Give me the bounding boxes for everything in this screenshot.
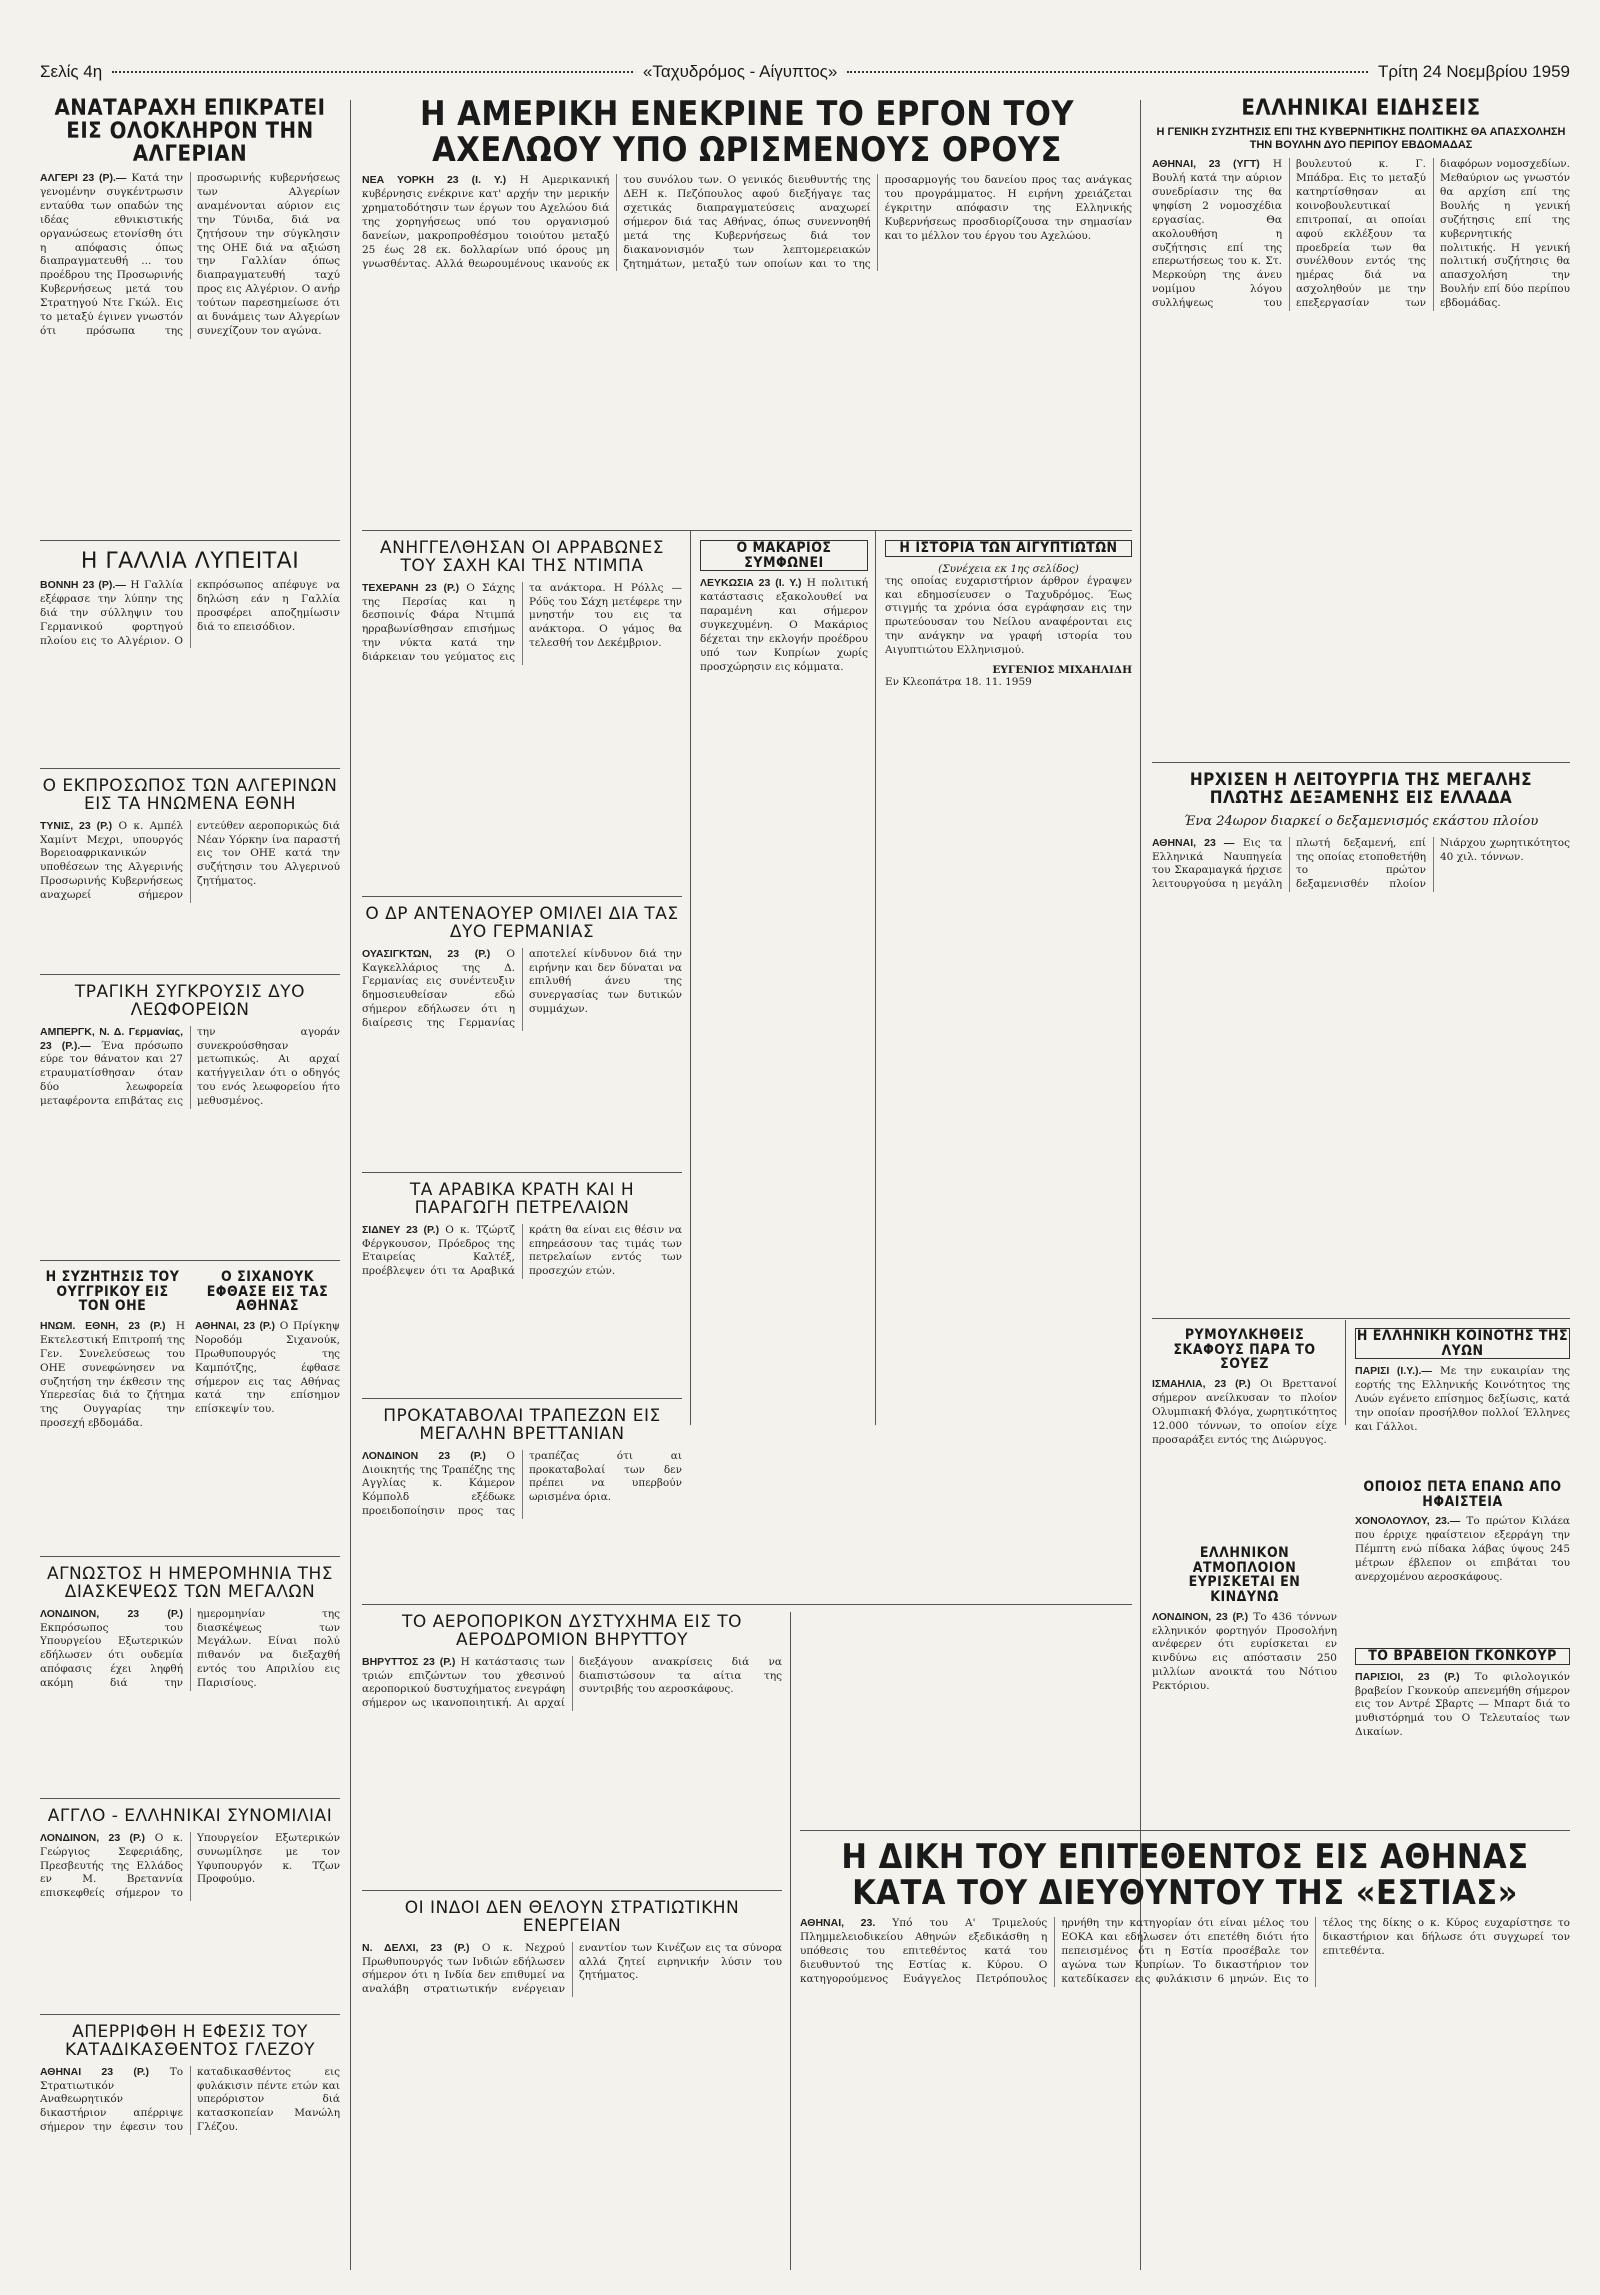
divider (40, 540, 340, 541)
divider (362, 1890, 782, 1891)
divider (40, 2014, 340, 2015)
headline: Ο ΜΑΚΑΡΙΟΣ ΣΥΜΦΩΝΕΙ (700, 540, 868, 571)
dateline: ΑΘΗΝΑΙ, 23. (800, 1917, 876, 1930)
article-body: Η πολιτική κατάστασις εξακολουθεί να παραμένη και σήμερον συγκεχυμένη. Ο Μακάριος δέχεται την εκλογήν προέδρου υπό των Κυπρίων χωρίς προσχώρησιν εις κόμματα. (700, 577, 868, 673)
headline: ΑΓΝΩΣΤΟΣ Η ΗΜΕΡΟΜΗΝΙΑ ΤΗΣ ΔΙΑΣΚΕΨΕΩΣ ΤΩΝ ΜΕΓΑΛΩΝ (46, 1564, 334, 1602)
headline: Ο ΕΚΠΡΟΣΩΠΟΣ ΤΩΝ ΑΛΓΕΡΙΝΩΝ ΕΙΣ ΤΑ ΗΝΩΜΕΝΑ ΕΘΝΗ (42, 776, 338, 814)
article-body: Ο κ. Γεώργιος Σεφεριάδης, Πρεσβευτής της Ελλάδος εν Μ. Βρεταννία επισκεφθείς σήμερον το Υπουργείον Εξωτερικών συνωμίλησε με τον Υφυπουργόν κ. Τζων Προφούμο. (40, 1831, 340, 1900)
article-body: Η κατάστασις των τριών επιζώντων του χθεσινού αεροπορικού δυστυχήματος ενεγράφη σήμερον ως ικανοποιητική. Αι αρχαί διεξάγουν ανακρίσεις διά να διαπιστώσουν τα αίτια της συντριβής του αεροσκάφους. (362, 1655, 782, 1710)
article-un (40, 776, 340, 966)
article-egyptiote-history (885, 538, 1132, 1058)
dateline: ΒΟΝΝΗ 23 (Ρ).— (40, 579, 126, 592)
signature-date: Εν Κλεοπάτρα 18. 11. 1959 (885, 675, 1032, 688)
headline: Ο ΣΙΧΑΝΟΥΚ ΕΦΘΑΣΕ ΕΙΣ ΤΑΣ ΑΘΗΝΑΣ (206, 1269, 329, 1315)
divider (40, 1260, 340, 1261)
headline: ΟΙ ΙΝΔΟΙ ΔΕΝ ΘΕΛΟΥΝ ΣΤΡΑΤΙΩΤΙΚΗΝ ΕΝΕΡΓΕΙΑΝ (404, 1898, 740, 1936)
headline: ΕΛΛΗΝΙΚΟΝ ΑΤΜΟΠΛΟΙΟΝ ΕΥΡΙΣΚΕΤΑΙ ΕΝ ΚΙΝΔΥΝΩ (1188, 1545, 1301, 1606)
issue-date: Τρίτη 24 Νοεμβρίου 1959 (1378, 62, 1570, 81)
page-number: Σελίς 4η (40, 62, 103, 81)
article-body: Ο κ. Νεχρού Πρωθυπουργός των Ινδιών εδήλωσεν σήμερον ότι η Ινδία δεν επιθυμεί να αναλάβη στρατιωτικήν ενέργειαν εναντίον των Κινέζων εις τα σύνορα αλλά ζητεί ειρηνικήν λύσιν του ζητήματος. (362, 1941, 782, 1996)
dateline: ΑΘΗΝΑΙ 23 (Ρ.) (40, 2065, 149, 2078)
article-body: Η Αμερικανική κυβέρνησις ενέκρινε κατ' αρχήν την μερικήν χρηματοδότησιν των έργων του Αχελώου διά της χορηγήσεως υπό του οργανισμού δανείων, μακροπροθέσμου τοιούτου μεταξύ 25 έως 28 εκ. δολλαρίων υπό όρους μη γνωσθέντας. Αλλά θεωρουμένους ικανούς εκ του συνόλου των. Ο γενικός διευθυντής της ΔΕΗ κ. Πεζόπουλος αφού διεξήγαγε τας σχετικάς διαπραγματεύσεις αναχωρεί σήμερον διά τας Αθήνας, όπως συνεννοηθή μετά της Κυβερνήσεως διά τον διακανονισμόν των λεπτομερειακών ζητημάτων, μεταξύ των οποίων και το της προσαρμογής του δανείου προς τας ανάγκας του προγράμματος. Η ειρήνη χρειάζεται έγκριτην απόφασιν της Ελληνικής Κυβερνήσεως προσδιορίζουσα την σημασίαν και το μέλλον του έργου του Αχελώου. (362, 174, 1132, 270)
article-body: Κατά την γενομένην συγκέντρωσιν ενταύθα των οπαδών της ιδέας εθνικιστικής οργανώσεως ετονίσθη ότι η απόφασις όπως διαπραγματευθή ... του προέδρου της Προσωρινής Κυβερνήσεως μετά του Στρατηγού Ντε Γκώλ. Εις το μεταξύ έγινεν γνωστόν ότι πρόσωπα της προσωρινής κυβερνήσεως των Αλγερίων αναμένονται αύριον εις την Τύνιδα, διά να ζητήσουν την σύγκλησιν της ΟΗΕ διά να αξιώση την Γαλλίαν όπως διαπραγματευθή ταχύ προς εις Αλγέριον. Ο ανήρ τούτων παρεσημείωσε ότι αι δυνάμεις των Αλγερίων συνεχίζουν τον αγώνα. (40, 172, 340, 337)
headline: ΤΡΑΓΙΚΗ ΣΥΓΚΡΟΥΣΙΣ ΔΥΟ ΛΕΩΦΟΡΕΙΩΝ (74, 982, 306, 1020)
article-body: Το φιλολογικόν βραβείον Γκονκούρ απενεμήθη σήμερον εις τον Αντρέ Σβαρτς — Μπαρτ διά το μυθιστόρημά του Ο Τελευταίος των Δικαίων. (1355, 1670, 1570, 1739)
article-shah-engagement (362, 538, 682, 888)
article-body: Το Στρατιωτικόν Αναθεωρητικόν δικαστήριον απέρριψε σήμερον την έφεσιν του καταδικασθέντος εις φυλάκισιν πέντε ετών και υπερόριστον διά κατασκοπείαν Μανώλη Γλέζου. (40, 2065, 340, 2134)
dotted-rule (112, 71, 633, 73)
divider (362, 1172, 682, 1173)
article-acheloos (362, 95, 1132, 525)
dateline: ΑΜΠΕΡΓΚ, Ν. Δ. Γερμανίας, 23 (Ρ.).— (40, 1025, 183, 1052)
divider (40, 768, 340, 769)
dateline: ΝΕΑ ΥΟΡΚΗ 23 (Ι. Υ.) (362, 174, 507, 187)
masthead (40, 60, 1570, 84)
continuation-note: (Συνέχεια εκ 1ης σελίδος) (938, 562, 1079, 575)
article-anglo-greek (40, 1806, 340, 2006)
dateline: ΑΘΗΝΑΙ, 23 (ΥΓΤ) (1152, 158, 1260, 171)
article-body: Με την ευκαιρίαν της εορτής της Ελληνικής Κοινότητος της Λυών εγένετο επίσημος δεξίωσις, κατά την οποίαν προσήλθον πολλοί Έλληνες και Γάλλοι. (1355, 1365, 1570, 1433)
article-india (362, 1898, 782, 2268)
article-body: Υπό του Α' Τριμελούς Πλημμελειοδικείου Αθηνών εξεδικάσθη η υπόθεσις του επιτεθέντος κατά του διευθυντού της Εστίας κ. Κύρου. Ο κατηγορούμενος Ευάγγελος Πετρόπουλος ηρνήθη την κατηγορίαν ότι είναι μέλος του ΕΟΚΑ και εδήλωσεν ότι επετέθη διότι ήτο πεπεισμένος ότι η Εστία προσέβαλε τον αγώνα των Κυπρίων. Το δικαστήριον τον κατεδίκασεν εις φυλάκισιν 6 μηνών. Εις το τέλος της δίκης ο κ. Κύρος ευχαρίστησε το δικαστήριον και δήλωσε ότι συγχωρεί τον επιτεθέντα. (800, 1917, 1570, 1985)
article-body: της οποίας ευχαριστήριον άρθρον έγραψεν και εδημοσίευσεν ο Ταχυδρόμος. Έως στιγμής τα χρόνια όσα εγράφησαν εις την πρωτεύουσαν του Νείλου αναφέρονται εις την ανάγκην να γραφή ιστορία του Αιγυπτιώτου Ελληνισμού. (885, 574, 1132, 656)
article-body: Η Βουλή κατά την αύριον συνεδρίασιν της θα ψηφίση 2 νομοσχέδια εργασίας. Θα ακολουθήση η συζήτησις επί της επερωτήσεως του κ. Στ. Μερκούρη της άνευ νομίμου λόγου συλλήψεως του βουλευτού κ. Γ. Μπάδρα. Εις το μεταξύ κατηρτίσθησαν αι κοινοβουλευτικαί επιτροπαί, αι οποίαι αφού εκλέξουν τα προεδρεία των θα συνέλθουν εντός της ημέρας διά να ασχοληθούν με την επεξεργασίαν των διαφόρων νομοσχεδίων. Μεθαύριον ως γνωστόν θα αρχίση επί της Βουλής η γενική συζήτησις επί της κυβερνητικής πολιτικής. Η γενική πολιτική συζήτησις θα απασχολήση την Βουλήν επί δύο περίπου εβδομάδας. (1152, 158, 1570, 310)
article-greek-news (1152, 95, 1570, 755)
headline: ΟΠΟΙΟΣ ΠΕΤΑ ΕΠΑΝΩ ΑΠΟ ΗΦΑΙΣΤΕΙΑ (1363, 1479, 1562, 1510)
headline: ΠΡΟΚΑΤΑΒΟΛΑΙ ΤΡΑΠΕΖΩΝ ΕΙΣ ΜΕΓΑΛΗΝ ΒΡΕΤΤΑΝΙΑΝ (383, 1406, 661, 1444)
headline: Η ΣΥΖΗΤΗΣΙΣ ΤΟΥ ΟΥΓΓΡΙΚΟΥ ΕΙΣ ΤΟΝ ΟΗΕ (45, 1269, 180, 1315)
article-volcano (1355, 1478, 1570, 1638)
dateline: ΠΑΡΙΣΙ (Ι.Υ.).— (1355, 1365, 1432, 1378)
subheadline: Η ΓΕΝΙΚΗ ΣΥΖΗΤΗΣΙΣ ΕΠΙ ΤΗΣ ΚΥΒΕΡΝΗΤΙΚΗΣ ΠΟΛΙΤΙΚΗΣ ΘΑ ΑΠΑΣΧΟΛΗΣΗ ΤΗΝ ΒΟΥΛΗΝ ΔΥΟ ΠΕΡΙΠΟΥ ΕΒΔΟΜΑΔΑΣ (1156, 126, 1566, 152)
divider (40, 1556, 340, 1557)
article-arab-oil (362, 1180, 682, 1390)
article-france (40, 548, 340, 760)
article-adenauer (362, 904, 682, 1164)
headline: Η ΕΛΛΗΝΙΚΗ ΚΟΙΝΟΤΗΣ ΤΗΣ ΛΥΩΝ (1356, 1328, 1569, 1359)
article-body: Ο κ. Αμπέλ Χαμίντ Μεχρι, υπουργός Βορειοαφρικανικών υποθέσεων της Αλγερινής Προσωρινής Κυβερνήσεως αναχωρεί σήμερον εντεύθεν αεροπορικώς διά Νέαν Υόρκην ίνα παραστή εις τον ΟΗΕ κατά την συζήτησιν του Αλγερινού ζητήματος. (40, 819, 340, 901)
dateline: ΤΕΧΕΡΑΝΗ 23 (Ρ.) (362, 581, 460, 594)
headline: Ο ΔΡ ΑΝΤΕΝΑΟΥΕΡ ΟΜΙΛΕΙ ΔΙΑ ΤΑΣ ΔΥΟ ΓΕΡΜΑΝΙΑΣ (365, 904, 679, 942)
dateline: ΛΟΝΔΙΝΟΝ, 23 (Ρ.) (40, 1831, 146, 1844)
article-floating-dock (1152, 770, 1570, 1310)
article-body: Ο Πρίγκηψ Νοροδόμ Σιχανούκ, Πρωθυπουργός της Καμπότζης, έφθασε σήμερον εις τας Αθήνας κατά την επίσημον επίσκεψίν του. (195, 1320, 340, 1416)
article-body: Εκπρόσωπος του Υπουργείου Εξωτερικών εδήλωσεν ότι ουδεμία απόφασις έχει ληφθή ακόμη διά την ημερομηνίαν της διασκέψεως των Μεγάλων. Είναι πολύ πιθανόν να διεξαχθή εντός του Απριλίου εις Παρισίους. (40, 1607, 340, 1689)
column-rule (875, 530, 876, 1425)
divider (362, 1604, 1132, 1605)
dateline: ΛΟΝΔΙΝΟΝ, 23 (Ρ.) (40, 1607, 183, 1620)
divider (40, 1798, 340, 1799)
article-hungary-un (40, 1268, 185, 1548)
dateline: ΛΕΥΚΩΣΙΑ 23 (Ι. Υ.) (700, 577, 802, 590)
dateline: ΤΥΝΙΣ, 23 (Ρ.) (40, 819, 113, 832)
dateline: ΑΛΓΕΡΙ 23 (Ρ).— (40, 172, 127, 185)
headline: ΕΛΛΗΝΙΚΑΙ ΕΙΔΗΣΕΙΣ (1241, 96, 1481, 121)
article-body: Το πρώτον Κιλάεα που έρριχε ηφαίστειον εξερράγη την Πέμπτη ενώ πίδακα λάβας ύψους 245 μέτρων έβλεπον οι επιβάται του ανερχομένου αεροσκάφους. (1355, 1515, 1570, 1583)
article-buses (40, 982, 340, 1252)
author-signature: ΕΥΓΕΝΙΟΣ ΜΙΧΑΗΛΙΔΗ (992, 663, 1132, 676)
article-body: Οι Βρεττανοί σήμερον ανείλκυσαν το πλοίον Ολυμπιακή Φλόγα, χωρητικότητος 12.000 τόννων, το οποίον είχε προσαράξει εντός της Διώρυγος. (1152, 1378, 1337, 1446)
article-summit (40, 1564, 340, 1790)
divider (1152, 762, 1570, 763)
article-sihanouk (195, 1268, 340, 1548)
headline: ΑΠΕΡΡΙΦΘΗ Η ΕΦΕΣΙΣ ΤΟΥ ΚΑΤΑΔΙΚΑΣΘΕΝΤΟΣ ΓΛΕΖΟΥ (65, 2022, 315, 2060)
dotted-rule (847, 71, 1368, 73)
headline: ΑΝΗΓΓΕΛΘΗΣΑΝ ΟΙ ΑΡΡΑΒΩΝΕΣ ΤΟΥ ΣΑΧΗ ΚΑΙ ΤΗΣ ΝΤΙΜΠΑ (379, 538, 664, 576)
article-glezos (40, 2022, 340, 2267)
headline: ΑΝΑΤΑΡΑΧΗ ΕΠΙΚΡΑΤΕΙ ΕΙΣ ΟΛΟΚΛΗΡΟΝ ΤΗΝ ΑΛΓΕΡΙΑΝ (54, 96, 326, 168)
dateline: ΣΙΔΝΕΥ 23 (Ρ.) (362, 1223, 440, 1236)
article-goncourt (1355, 1646, 1570, 1796)
article-algeria (40, 95, 340, 530)
dateline: ΙΣΜΑΗΛΙΑ, 23 (Ρ.) (1152, 1378, 1251, 1391)
article-body: Ο Διοικητής της Τραπέζης της Αγγλίας κ. Κάμερον Κόμπολδ εξέδωκε προειδοποίησιν προς τας τραπέζας ότι αι προκαταβολαί των δεν πρέπει να υπερβούν ωρισμένα όρια. (362, 1449, 682, 1518)
headline: ΡΥΜΟΥΛΚΗΘΕΙΣ ΣΚΑΦΟΥΣ ΠΑΡΑ ΤΟ ΣΟΥΕΖ (1173, 1327, 1316, 1373)
divider (362, 1398, 682, 1399)
article-makarios (700, 538, 868, 758)
dateline: ΠΑΡΙΣΙΟΙ, 23 (Ρ.) (1355, 1670, 1460, 1683)
divider (362, 896, 682, 897)
dateline: ΛΟΝΔΙΝΟΝ, 23 (Ρ.) (1152, 1610, 1249, 1623)
headline: ΤΟ ΒΡΑΒΕΙΟΝ ΓΚΟΝΚΟΥΡ (1355, 1648, 1570, 1665)
dateline: ΑΘΗΝΑΙ, 23 — (1152, 836, 1235, 849)
dateline: ΧΟΝΟΛΟΥΛΟΥ, 23.— (1355, 1515, 1461, 1528)
article-body: Ο Καγκελλάριος της Δ. Γερμανίας εις συνέντευξιν δημοσιευθείσαν εδώ σήμερον εδήλωσεν ότι η διαίρεσις της Γερμανίας αποτελεί κίνδυνον διά την ειρήνην και δεν δύναται να επιλυθή άνευ της συνεργασίας των δυτικών συμμάχων. (362, 947, 682, 1029)
paper-name: «Ταχυδρόμος - Αίγυπτος» (642, 62, 838, 81)
article-body: Εις τα Ελληνικά Ναυπηγεία του Σκαραμαγκά ήρχισε λειτουργούσα η μεγάλη πλωτή δεξαμενή, επί της οποίας ετοποθετήθη το πρώτον δεξαμενισθέν πλοίον Νιάρχου χωρητικότητος 40 χιλ. τόννων. (1152, 836, 1570, 891)
headline: Η ΓΑΛΛΙΑ ΛΥΠΕΙΤΑΙ (80, 549, 300, 574)
article-body: Ο Σάχης της Περσίας και η δεσποινίς Φάρα Ντιμπά ηρραβωνίσθησαν επισήμως την νύκτα κατά την διάρκειαν του γεύματος εις τα ανάκτορα. Η Ρόλλς — Ρόϋς του Σάχη μετέφερε την μνηστήν του εις τα ανάκτορα. Ο γάμος θα τελεσθή τον Δεκέμβριον. (362, 581, 682, 663)
column-rule (1345, 1320, 1346, 1425)
column-rule (790, 1612, 791, 2270)
article-body: Η Εκτελεστική Επιτροπή της Γεν. Συνελεύσεως του ΟΗΕ συνεφώνησεν να συζητήση την έκθεσιν της Υπερεσίας διά το ζήτημα της Ουγγαρίας την προσεχή εβδομάδα. (40, 1320, 185, 1430)
article-beirut-crash (362, 1612, 782, 1882)
dateline: ΛΟΝΔΙΝΟΝ 23 (Ρ.) (362, 1449, 486, 1462)
article-ship-in-danger (1152, 1544, 1337, 1784)
dateline: ΒΗΡΥΤΤΟΣ 23 (Ρ.) (362, 1655, 456, 1668)
dateline: Ν. ΔΕΛΧΙ, 23 (Ρ.) (362, 1941, 470, 1954)
column-rule (350, 100, 351, 2270)
article-body: Το 436 τόννων ελληνικόν φορτηγόν Προσολήνη ανέφερεν ότι ευρίσκεται εν κινδύνω εις απόστασιν 250 μιλλίων ανοικτά του Νότιου Ρεκτόριου. (1152, 1610, 1337, 1693)
headline: ΤΑ ΑΡΑΒΙΚΑ ΚΡΑΤΗ ΚΑΙ Η ΠΑΡΑΓΩΓΗ ΠΕΤΡΕΛΑΙΩΝ (409, 1180, 635, 1218)
dateline: ΟΥΑΣΙΓΚΤΩΝ, 23 (Ρ.) (362, 947, 491, 960)
article-body: Η Γαλλία εξέφρασε την λύπην της διά την σύλληψιν του Γερμανικού φορτηγού πλοίου εις το Αλγέριον. Ο εκπρόσωπος απέφυγε να δηλώση εάν η Γαλλία προσφέρει αποζημίωσιν διά το επεισόδιον. (40, 579, 340, 647)
divider (40, 974, 340, 975)
article-body: Ένα πρόσωπο εύρε τον θάνατον και 27 ετραυματίσθησαν όταν δύο λεωφορεία μεταφέροντα επιβάτας εις την αγοράν συνεκρούσθησαν μετωπικώς. Αι αρχαί κατήγγειλαν ότι ο οδηγός του ενός λεωφορείου ήτο μεθυσμένος. (40, 1025, 340, 1107)
divider (800, 1830, 1570, 1831)
headline: Η ΙΣΤΟΡΙΑ ΤΩΝ ΑΙΓΥΠΤΙΩΤΩΝ (885, 540, 1132, 557)
headline: Η ΑΜΕΡΙΚΗ ΕΝΕΚΡΙΝΕ ΤΟ ΕΡΓΟΝ ΤΟΥ ΑΧΕΛΩΟΥ ΥΠΟ ΩΡΙΣΜΕΝΟΥΣ ΟΡΟΥΣ (419, 95, 1075, 170)
headline: ΗΡΧΙΣΕΝ Η ΛΕΙΤΟΥΡΓΙΑ ΤΗΣ ΜΕΓΑΛΗΣ ΠΛΩΤΗΣ ΔΕΞΑΜΕΝΗΣ ΕΙΣ ΕΛΛΑΔΑ (1189, 770, 1533, 808)
divider (1152, 1318, 1570, 1319)
lead: Ένα 24ωρον διαρκεί ο δεξαμενισμός εκάστου πλοίου (1183, 813, 1539, 829)
headline: ΑΓΓΛΟ - ΕΛΛΗΝΙΚΑΙ ΣΥΝΟΜΙΛΙΑΙ (47, 1806, 333, 1826)
article-lyon-community (1355, 1326, 1570, 1471)
article-bank-advances (362, 1406, 682, 1596)
article-suez-tow (1152, 1326, 1337, 1536)
column-rule (690, 530, 691, 1425)
article-estia-trial (800, 1838, 1570, 2268)
dateline: ΗΝΩΜ. ΕΘΝΗ, 23 (Ρ.) (40, 1320, 166, 1333)
dateline: ΑΘΗΝΑΙ, 23 (Ρ.) (195, 1320, 276, 1333)
headline: Η ΔΙΚΗ ΤΟΥ ΕΠΙΤΕΘΕΝΤΟΣ ΕΙΣ ΑΘΗΝΑΣ ΚΑΤΑ ΤΟΥ ΔΙΕΥΘΥΝΤΟΥ ΤΗΣ «ΕΣΤΙΑΣ» (841, 1838, 1529, 1913)
article-body: Ο κ. Τζώρτζ Φέργκουσον, Πρόεδρος της Εταιρείας Καλτέξ, προέβλεψεν ότι τα Αραβικά κράτη θα είναι εις θέσιν να επηρεάσουν τας τιμάς των πετρελαίων εντός των προσεχών ετών. (362, 1223, 682, 1278)
divider (362, 530, 1132, 531)
headline: ΤΟ ΑΕΡΟΠΟΡΙΚΟΝ ΔΥΣΤΥΧΗΜΑ ΕΙΣ ΤΟ ΑΕΡΟΔΡΟΜΙΟΝ ΒΗΡΥΤΤΟΥ (401, 1612, 743, 1650)
